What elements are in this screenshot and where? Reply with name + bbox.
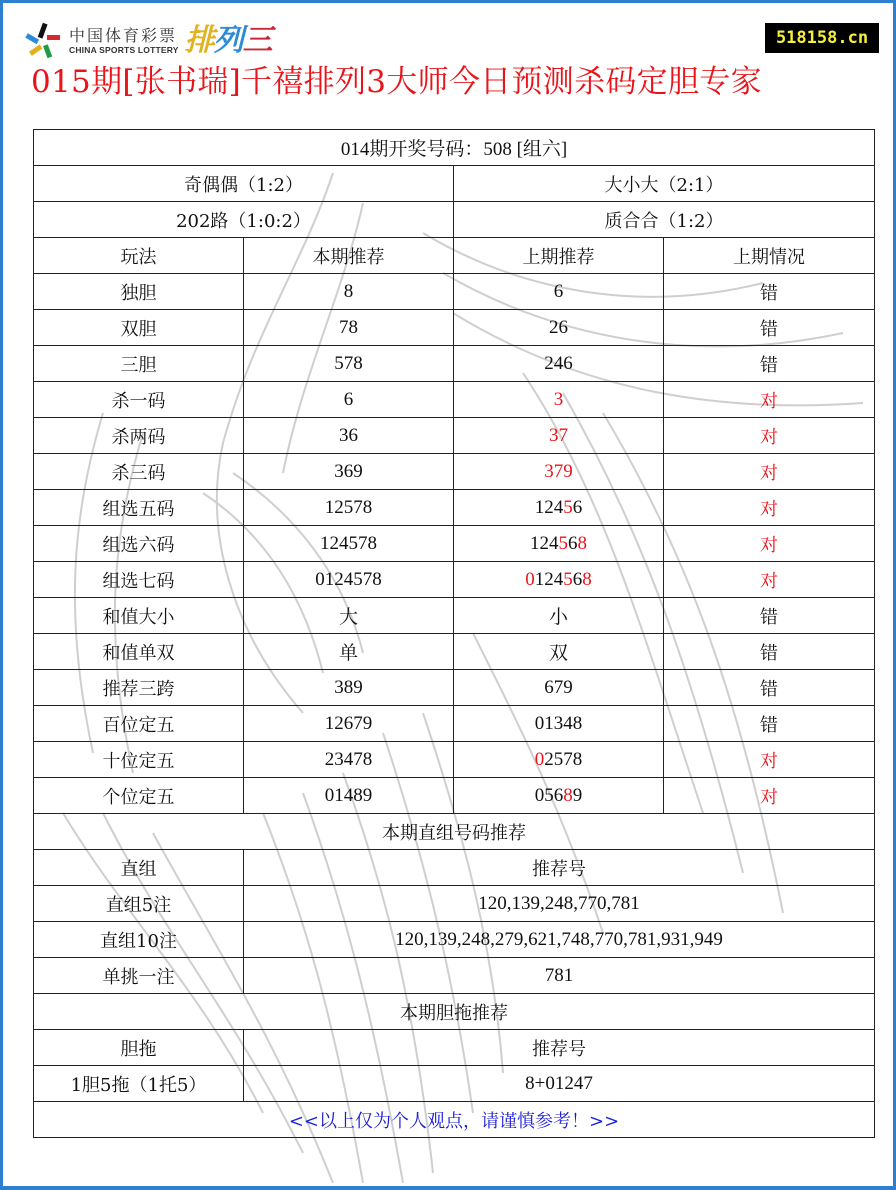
summary-row <box>34 166 875 202</box>
play-type: 杀三码 <box>34 454 244 490</box>
previous-result: 对 <box>664 382 875 418</box>
draw-result: 014期开奖号码：508 [组六] <box>34 130 875 166</box>
table-row <box>34 958 875 994</box>
pailie3-brand-logo: 排 列 三 <box>184 23 272 58</box>
current-recommendation: 单 <box>244 634 454 670</box>
dantuo-label: 1胆5拖（1托5） <box>34 1066 244 1102</box>
column-header-previous: 上期推荐 <box>454 238 664 274</box>
current-recommendation: 大 <box>244 598 454 634</box>
current-recommendation: 01489 <box>244 778 454 814</box>
digit-segment: 679 <box>544 676 573 698</box>
previous-recommendation <box>454 634 664 670</box>
column-header-numbers: 推荐号 <box>244 1030 875 1066</box>
digit-segment: 3 <box>553 388 564 410</box>
table-row <box>34 274 875 310</box>
play-type: 杀一码 <box>34 382 244 418</box>
digit-segment: 6 <box>568 532 578 554</box>
play-type: 杀两码 <box>34 418 244 454</box>
current-recommendation: 6 <box>244 382 454 418</box>
table-row <box>34 562 875 598</box>
play-type: 独胆 <box>34 274 244 310</box>
current-recommendation: 578 <box>244 346 454 382</box>
table-row <box>34 1066 875 1102</box>
digit-segment: 0 <box>525 568 535 590</box>
digit-segment: 379 <box>544 460 573 482</box>
digit-segment: 26 <box>549 316 568 338</box>
digit-segment: 124 <box>534 568 564 590</box>
previous-result: 对 <box>664 778 875 814</box>
column-header-numbers: 推荐号 <box>244 850 875 886</box>
previous-result: 对 <box>664 562 875 598</box>
direct-pick-title-row <box>34 814 875 850</box>
table-row <box>34 706 875 742</box>
digit-segment: 6 <box>572 568 583 590</box>
dantuo-numbers: 8+01247 <box>244 1066 875 1102</box>
previous-result: 错 <box>664 346 875 382</box>
play-type: 和值大小 <box>34 598 244 634</box>
current-recommendation: 124578 <box>244 526 454 562</box>
logo-english-text: CHINA SPORTS LOTTERY <box>69 44 179 55</box>
previous-recommendation <box>454 418 664 454</box>
play-type: 百位定五 <box>34 706 244 742</box>
digit-segment: 双 <box>548 643 568 664</box>
direct-pick-numbers: 120,139,248,279,621,748,770,781,931,949 <box>244 922 875 958</box>
current-recommendation: 389 <box>244 670 454 706</box>
big-small-pattern: 大小大（2:1） <box>454 166 875 202</box>
column-header-play: 玩法 <box>34 238 244 274</box>
previous-recommendation <box>454 274 664 310</box>
dantuo-header-row <box>34 1030 875 1066</box>
table-row <box>34 634 875 670</box>
direct-pick-title: 本期直组号码推荐 <box>34 814 875 850</box>
direct-pick-numbers: 120,139,248,770,781 <box>244 886 875 922</box>
table-row <box>34 670 875 706</box>
table-row <box>34 490 875 526</box>
previous-recommendation <box>454 454 664 490</box>
digit-segment: 8 <box>582 568 592 590</box>
logo-chinese-text: 中国体育彩票 <box>69 25 178 45</box>
previous-recommendation <box>454 382 664 418</box>
play-type: 双胆 <box>34 310 244 346</box>
page-header <box>3 3 893 113</box>
table-row <box>34 310 875 346</box>
previous-result: 错 <box>664 670 875 706</box>
previous-recommendation <box>454 598 664 634</box>
digit-segment: 2578 <box>544 748 583 770</box>
direct-pick-header-row <box>34 850 875 886</box>
previous-recommendation <box>454 310 664 346</box>
column-header-label: 直组 <box>34 850 244 886</box>
table-row <box>34 922 875 958</box>
column-header-result: 上期情况 <box>664 238 875 274</box>
direct-pick-numbers: 781 <box>244 958 875 994</box>
digit-segment: 246 <box>544 352 573 374</box>
table-row <box>34 382 875 418</box>
dantuo-title-row <box>34 994 875 1030</box>
current-recommendation: 36 <box>244 418 454 454</box>
current-recommendation: 78 <box>244 310 454 346</box>
table-row <box>34 454 875 490</box>
digit-segment: 124 <box>530 532 559 554</box>
digit-segment: 6 <box>572 496 583 518</box>
current-recommendation: 23478 <box>244 742 454 778</box>
direct-pick-label: 单挑一注 <box>34 958 244 994</box>
current-recommendation: 0124578 <box>244 562 454 598</box>
table-row <box>34 742 875 778</box>
china-sports-lottery-logo <box>23 21 272 61</box>
previous-recommendation <box>454 670 664 706</box>
site-domain-badge[interactable]: 518158.cn <box>765 23 879 53</box>
digit-segment: 小 <box>548 607 568 628</box>
table-row <box>34 418 875 454</box>
lottery-star-icon <box>23 21 63 61</box>
current-recommendation: 8 <box>244 274 454 310</box>
previous-recommendation <box>454 778 664 814</box>
table-row <box>34 598 875 634</box>
digit-segment: 37 <box>549 424 568 446</box>
play-type: 三胆 <box>34 346 244 382</box>
summary-row <box>34 202 875 238</box>
current-recommendation: 12679 <box>244 706 454 742</box>
previous-recommendation <box>454 742 664 778</box>
current-recommendation: 369 <box>244 454 454 490</box>
prime-composite-pattern: 质合合（1:2） <box>454 202 875 238</box>
digit-segment: 056 <box>534 784 564 806</box>
previous-result: 对 <box>664 454 875 490</box>
digit-segment: 0 <box>534 748 545 770</box>
previous-result: 错 <box>664 634 875 670</box>
previous-result: 错 <box>664 598 875 634</box>
prediction-table <box>33 129 875 1138</box>
table-header-row <box>34 238 875 274</box>
digit-segment: 124 <box>534 496 564 518</box>
play-type: 个位定五 <box>34 778 244 814</box>
previous-recommendation <box>454 346 664 382</box>
previous-recommendation <box>454 706 664 742</box>
table-row <box>34 886 875 922</box>
digit-segment: 6 <box>553 280 564 302</box>
digit-segment: 01348 <box>534 712 583 734</box>
digit-segment: 9 <box>572 784 583 806</box>
previous-result: 对 <box>664 490 875 526</box>
digit-segment: 5 <box>558 532 568 554</box>
previous-recommendation <box>454 526 664 562</box>
table-row <box>34 346 875 382</box>
direct-pick-label: 直组5注 <box>34 886 244 922</box>
digit-segment: 5 <box>563 496 573 518</box>
play-type: 推荐三跨 <box>34 670 244 706</box>
play-type: 组选五码 <box>34 490 244 526</box>
draw-result-row <box>34 130 875 166</box>
play-type: 和值单双 <box>34 634 244 670</box>
table-row <box>34 778 875 814</box>
dantuo-title: 本期胆拖推荐 <box>34 994 875 1030</box>
table-row <box>34 526 875 562</box>
previous-recommendation <box>454 490 664 526</box>
column-header-label: 胆拖 <box>34 1030 244 1066</box>
previous-result: 对 <box>664 418 875 454</box>
previous-result: 对 <box>664 526 875 562</box>
digit-segment: 5 <box>563 568 573 590</box>
previous-result: 错 <box>664 310 875 346</box>
digit-segment: 8 <box>577 532 587 554</box>
column-header-current: 本期推荐 <box>244 238 454 274</box>
page-title: 015期[张书瑞]千禧排列3大师今日预测杀码定胆专家 <box>31 64 762 100</box>
footer-note-row <box>34 1102 875 1138</box>
play-type: 组选七码 <box>34 562 244 598</box>
previous-result: 错 <box>664 274 875 310</box>
previous-recommendation <box>454 562 664 598</box>
play-type: 十位定五 <box>34 742 244 778</box>
previous-result: 错 <box>664 706 875 742</box>
road-pattern: 202路（1:0:2） <box>34 202 454 238</box>
previous-result: 对 <box>664 742 875 778</box>
direct-pick-label: 直组10注 <box>34 922 244 958</box>
current-recommendation: 12578 <box>244 490 454 526</box>
play-type: 组选六码 <box>34 526 244 562</box>
disclaimer-note: <<以上仅为个人观点，请谨慎参考！>> <box>34 1102 875 1138</box>
digit-segment: 8 <box>563 784 573 806</box>
odd-even-pattern: 奇偶偶（1:2） <box>34 166 454 202</box>
